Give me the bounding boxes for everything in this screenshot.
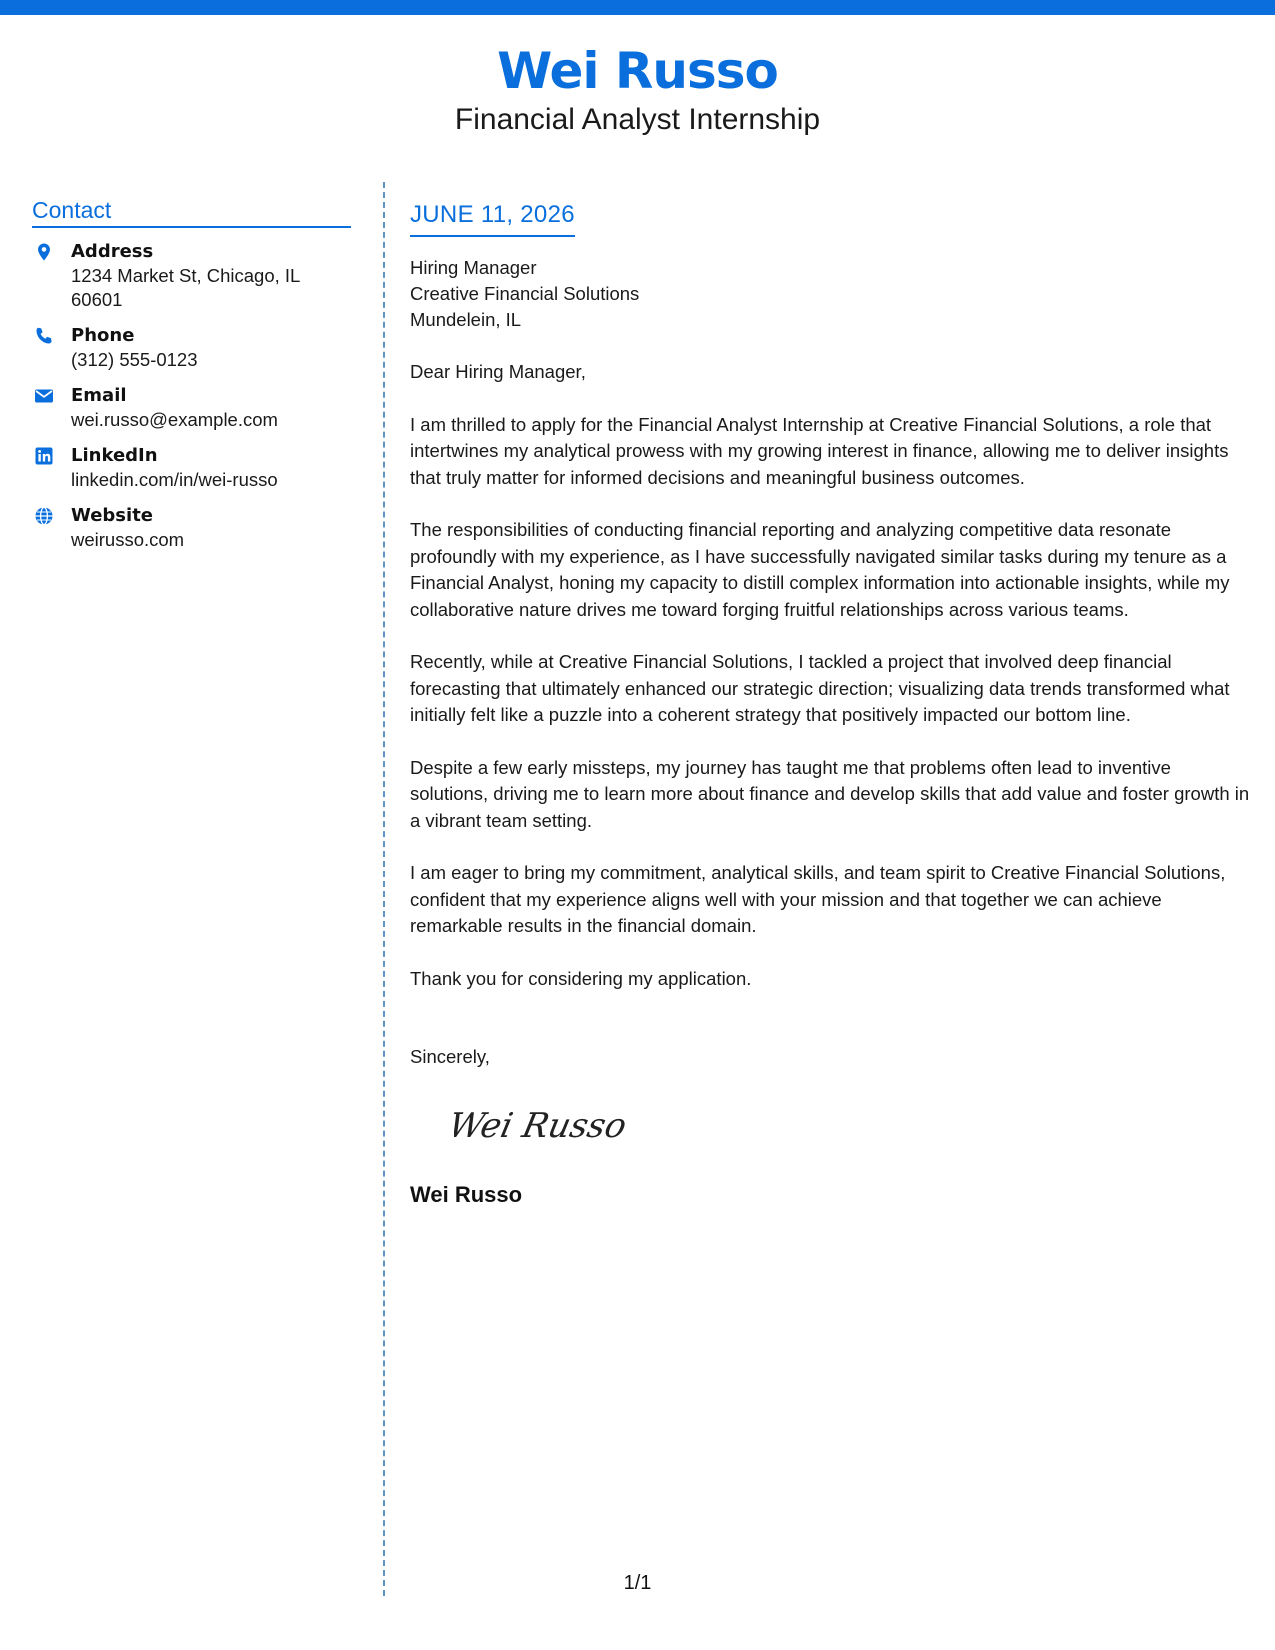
contact-sidebar (32, 196, 351, 564)
recipient-block (410, 255, 1252, 333)
contact-item-phone (32, 324, 351, 372)
contact-value: wei.russo@example.com (71, 409, 278, 430)
closing: Sincerely, (410, 1046, 490, 1067)
contact-item-linkedin (32, 444, 351, 492)
contact-heading: Contact (32, 196, 351, 228)
contact-item-website (32, 504, 351, 552)
applicant-name: Wei Russo (497, 42, 778, 100)
contact-label: Email (71, 385, 127, 406)
map-pin-icon (34, 242, 54, 262)
column-divider (383, 182, 385, 1596)
paragraph: Despite a few early missteps, my journey has taught me that problems often lead to inventive solutions, driving me to learn more about finance and develop skills that add value and foster growth in a vibrant team setting. (410, 756, 1250, 831)
contact-label: LinkedIn (71, 445, 158, 466)
paragraph: I am eager to bring my commitment, analytical skills, and team spirit to Creative Financial Solutions, confident that my experience aligns well with your mission and that together we can achieve remarkable results in the financial domain. (410, 862, 1226, 936)
contact-label: Website (71, 505, 154, 526)
recipient-title: Hiring Manager (410, 257, 537, 278)
position-title: Financial Analyst Internship (454, 103, 821, 136)
recipient-location: Mundelein, IL (410, 309, 522, 330)
letter-body (410, 199, 1252, 1209)
recipient-company: Creative Financial Solutions (410, 283, 640, 304)
greeting: Dear Hiring Manager, (410, 361, 586, 382)
paragraph: Thank you for considering my application. (410, 967, 752, 989)
globe-icon (34, 506, 54, 526)
contact-item-address (32, 240, 351, 312)
paragraph: I am thrilled to apply for the Financial Analyst Internship at Creative Financial Solutions, a role that intertwines my analytical prowess with my growing interest in finance, allowing me to deliver insights that truly matter for informed decisions and meaningful business outcomes. (410, 413, 1229, 488)
contact-value: linkedin.com/in/wei-russo (71, 469, 278, 490)
header (0, 40, 1275, 138)
linkedin-icon (34, 446, 54, 466)
paragraph: The responsibilities of conducting financial reporting and analyzing competitive data resonate profoundly with my experience, as I have successfully navigated similar tasks during my tenure as a Financial Analyst, honing my capacity to distill complex information into actionable insights, while my collaborative nature drives me toward forging fruitful relationships across various teams. (410, 519, 1230, 620)
letter-date: JUNE 11, 2026 (410, 199, 575, 237)
contact-value: (312) 555-0123 (71, 349, 198, 370)
phone-icon (34, 326, 54, 346)
contact-value: weirusso.com (71, 529, 185, 550)
signer-name: Wei Russo (410, 1182, 523, 1207)
contact-item-email (32, 384, 351, 432)
svg-text:Wei Russo: Wei Russo (454, 1105, 630, 1146)
page-number: 1/1 (623, 1572, 652, 1594)
contact-label: Phone (71, 325, 135, 346)
top-accent-bar (0, 0, 1275, 15)
paragraph: Recently, while at Creative Financial Solutions, I tackled a project that involved deep financial forecasting that ultimately enhanced our strategic direction; visualizing data trends transformed what initially felt like a puzzle into a coherent strategy that positively impacted our bottom line. (410, 651, 1230, 725)
contact-value: 1234 Market St, Chicago, IL 60601 (71, 265, 300, 310)
contact-label: Address (71, 241, 154, 262)
email-icon (34, 386, 54, 406)
signature-image (454, 1093, 644, 1153)
